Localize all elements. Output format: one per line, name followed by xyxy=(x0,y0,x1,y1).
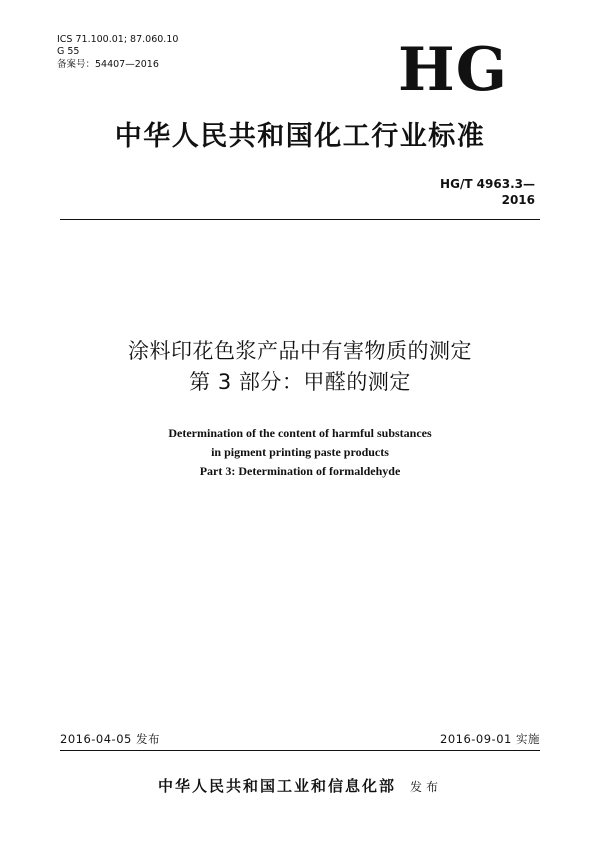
footer-divider xyxy=(60,750,540,751)
hg-logo: HG xyxy=(398,35,508,105)
title-en-line1: Determination of the content of harmful substances xyxy=(168,426,432,440)
standard-number: HG/T 4963.3—2016 xyxy=(440,177,535,207)
title-en-line3: Part 3: Determination of formaldehyde xyxy=(199,464,401,478)
publisher-suffix: 发布 xyxy=(410,780,443,794)
ics-code: ICS 71.100.01; 87.060.10 xyxy=(57,34,179,45)
header-divider xyxy=(60,219,540,220)
filing-number: 备案号：54407—2016 xyxy=(57,59,159,70)
title-cn-line1: 涂料印花色浆产品中有害物质的测定 xyxy=(128,339,472,363)
standard-category-title: 中华人民共和国化工行业标准 xyxy=(114,121,486,152)
publisher-line xyxy=(40,775,560,798)
issue-date: 2016-04-05 发布 xyxy=(60,732,160,746)
ccs-code: G 55 xyxy=(57,46,80,57)
title-en-line2: in pigment printing paste products xyxy=(211,445,389,459)
publisher-org: 中华人民共和国工业和信息化部 xyxy=(157,777,396,795)
implementation-date: 2016-09-01 实施 xyxy=(440,732,540,746)
title-cn-line2: 第 3 部分：甲醛的测定 xyxy=(189,370,411,394)
